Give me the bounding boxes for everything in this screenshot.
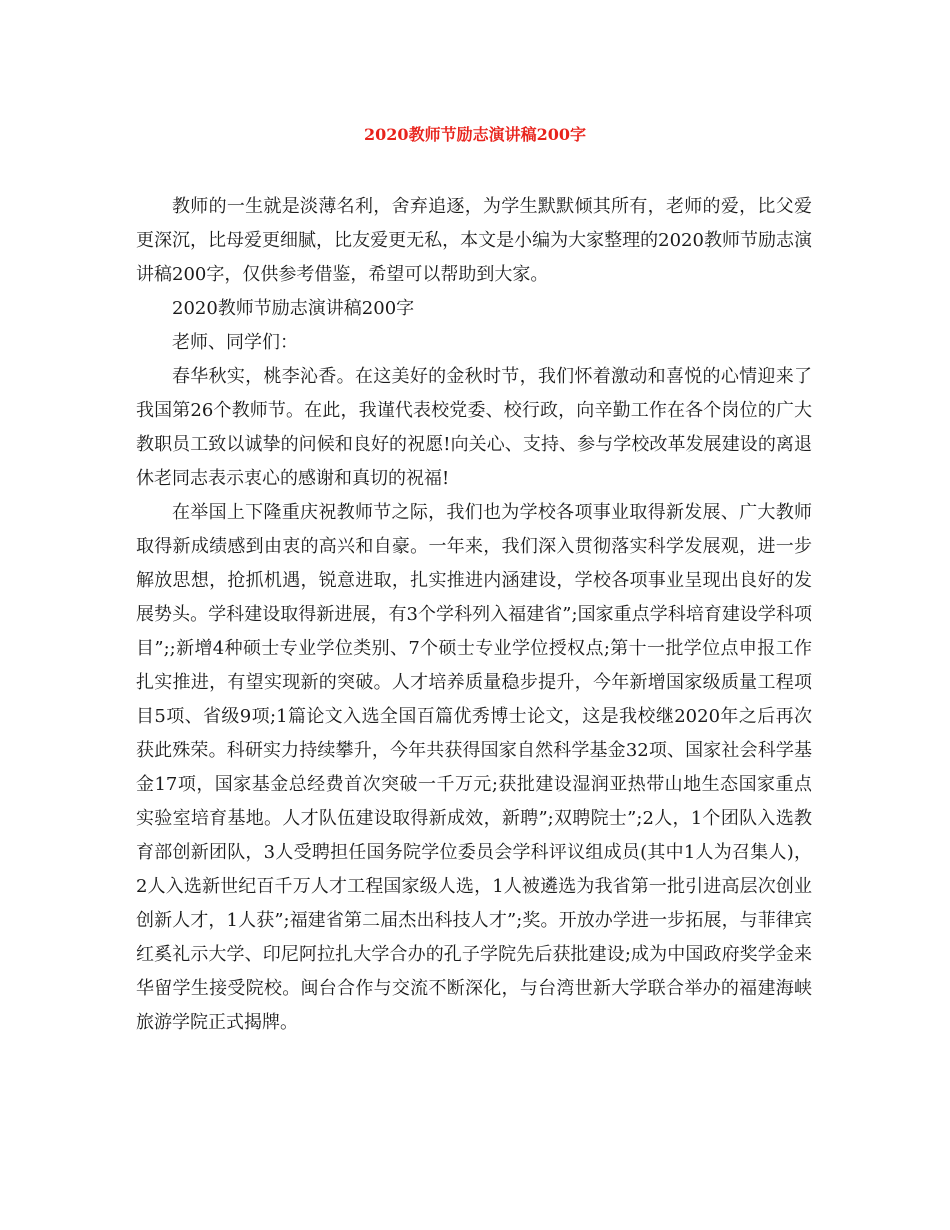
document-title: 2020教师节励志演讲稿200字 (364, 125, 586, 144)
document-body (136, 190, 812, 1040)
body-paragraph: 在举国上下隆重庆祝教师节之际，我们也为学校各项事业取得新发展、广大教师取得新成绩感到由衷的高兴和自豪。一年来，我们深入贯彻落实科学发展观，进一步解放思想，抢抓机遇，锐意进取，扎实推进内涵建设，学校各项事业呈现出良好的发展势头。学科建设取得新进展，有3个学科列入福建省”;国家重点学科培育建设学科项目”;;新增4种硕士专业学位类别、7个硕士专业学位授权点;第十一批学位点申报工作扎实推进，有望实现新的突破。人才培养质量稳步提升，今年新增国家级质量工程项目5项、省级9项;1篇论文入选全国百篇优秀博士论文，这是我校继2020年之后再次获此殊荣。科研实力持续攀升，今年共获得国家自然科学基金32项、国家社会科学基金17项，国家基金总经费首次突破一千万元;获批建设湿润亚热带山地生态国家重点实验室培育基地。人才队伍建设取得新成效，新聘”;双聘院士”;2人，1个团队入选教育部创新团队，3人受聘担任国务院学位委员会学科评议组成员(其中1人为召集人)，2人入选新世纪百千万人才工程国家级人选，1人被遴选为我省第一批引进高层次创业创新人才，1人获”;福建省第二届杰出科技人才”;奖。开放办学进一步拓展，与菲律宾红奚礼示大学、印尼阿拉扎大学合办的孔子学院先后获批建设;成为中国政府奖学金来华留学生接受院校。闽台合作与交流不断深化，与台湾世新大学联合举办的福建海峡旅游学院正式揭牌。 (136, 502, 812, 1033)
body-paragraph: 春华秋实，桃李沁香。在这美好的金秋时节，我们怀着激动和喜悦的心情迎来了我国第26个教师节。在此，我谨代表校党委、校行政，向辛勤工作在各个岗位的广大教职员工致以诚挚的问候和良好的祝愿!向关心、支持、参与学校改革发展建设的离退休老同志表示衷心的感谢和真切的祝福! (136, 366, 812, 489)
salutation: 老师、同学们： (172, 332, 298, 353)
intro-paragraph: 教师的一生就是淡薄名利，舍弃追逐，为学生默默倾其所有，老师的爱，比父爱更深沉，比母爱更细腻，比友爱更无私，本文是小编为大家整理的2020教师节励志演讲稿200字，仅供参考借鉴，希望可以帮助到大家。 (136, 196, 812, 285)
speech-heading: 2020教师节励志演讲稿200字 (172, 298, 415, 319)
